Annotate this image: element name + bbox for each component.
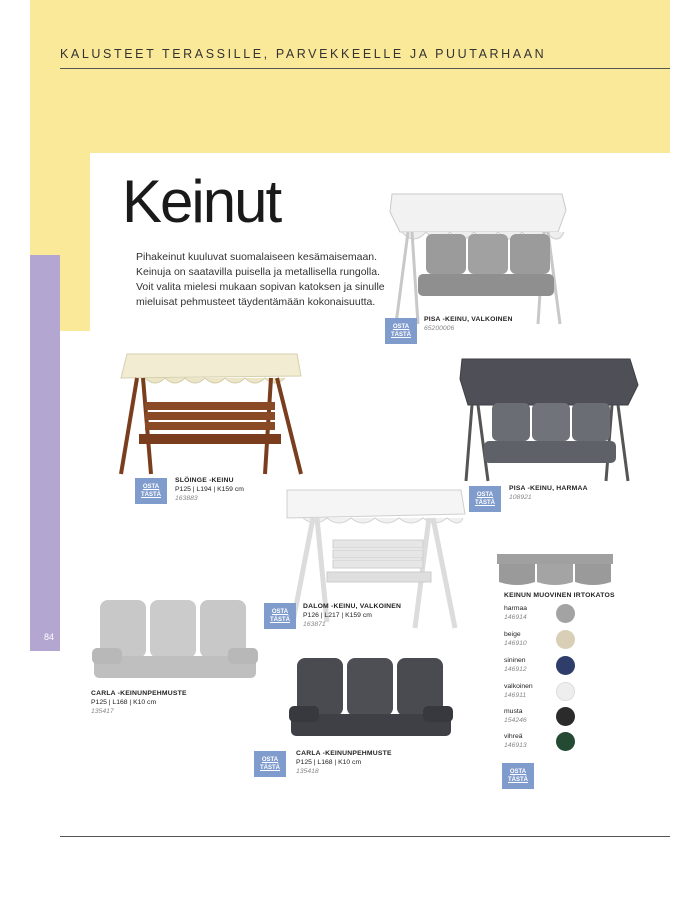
sloinge-swing-image xyxy=(115,350,305,478)
swatch-beige[interactable] xyxy=(556,630,575,649)
buy-button-pisa-white[interactable] xyxy=(385,318,417,344)
canopy-variant xyxy=(504,656,527,674)
buy-button-label: TÄSTÄ xyxy=(141,492,161,498)
product-name: SLÖINGE -KEINU xyxy=(175,477,234,484)
product-sloinge xyxy=(175,476,244,503)
pisa-white-swing-image xyxy=(388,190,568,328)
variant-name: beige xyxy=(504,631,521,638)
product-code: 65200006 xyxy=(424,325,455,332)
buy-button-label: OSTA xyxy=(392,324,410,330)
buy-button-canopy[interactable] xyxy=(502,763,534,789)
swatch-black[interactable] xyxy=(556,707,575,726)
product-dimensions: P125 | L168 | K10 cm xyxy=(91,699,157,706)
buy-button-label: OSTA xyxy=(261,757,279,763)
buy-button-dalom[interactable] xyxy=(264,603,296,629)
swatch-white[interactable] xyxy=(556,682,575,701)
product-name: PISA -KEINU, HARMAA xyxy=(509,485,588,492)
variant-name: musta xyxy=(504,708,523,715)
variant-code: 146911 xyxy=(504,692,527,699)
product-pisa-grey xyxy=(509,484,588,502)
page-title: Keinut xyxy=(122,168,281,235)
product-code: 135418 xyxy=(296,768,319,775)
variant-code: 146913 xyxy=(504,742,527,749)
canopy-variant xyxy=(504,707,527,725)
variant-name: valkoinen xyxy=(504,683,533,690)
variant-code: 146912 xyxy=(504,666,527,673)
intro-paragraph: Pihakeinut kuuluvat suomalaiseen kesämaisemaan. Keinuja on saatavilla puisella ja metallisella rungolla. Voit valita mielesi mukaan sopivan katoksen ja sinulle mieluisat pehmusteet täydentämään kokonaisuutta. xyxy=(136,251,385,308)
product-name: CARLA -KEINUNPEHMUSTE xyxy=(296,750,392,757)
canopy-variant xyxy=(504,682,533,700)
buy-button-label: TÄSTÄ xyxy=(270,617,290,623)
buy-button-sloinge[interactable] xyxy=(135,478,167,504)
page-number: 84 xyxy=(44,632,55,642)
product-dimensions: P125 | L194 | K159 cm xyxy=(175,486,244,493)
swatch-grey[interactable] xyxy=(556,604,575,623)
buy-button-label: TÄSTÄ xyxy=(260,765,280,771)
product-carla-light xyxy=(91,689,187,716)
product-code: 108921 xyxy=(509,494,532,501)
canopy-variant xyxy=(504,604,527,622)
variant-code: 146910 xyxy=(504,640,527,647)
canopy-title xyxy=(504,591,615,600)
product-dalom xyxy=(303,602,401,629)
header-rule xyxy=(60,68,670,69)
product-code: 163871 xyxy=(303,621,326,628)
section-title: KALUSTEET TERASSILLE, PARVEKKEELLE JA PUUTARHAAN xyxy=(60,47,547,61)
pisa-grey-swing-image xyxy=(458,355,640,485)
variant-name: vihreä xyxy=(504,733,523,740)
canopy-image xyxy=(497,552,615,586)
product-pisa-white xyxy=(424,315,513,333)
product-code: 135417 xyxy=(91,708,114,715)
swatch-green[interactable] xyxy=(556,732,575,751)
purple-side-band xyxy=(30,255,60,651)
carla-dark-cushion-image xyxy=(287,656,455,742)
canopy-variant xyxy=(504,732,527,750)
buy-button-label: OSTA xyxy=(271,609,289,615)
variant-code: 154246 xyxy=(504,717,527,724)
buy-button-carla-dark[interactable] xyxy=(254,751,286,777)
buy-button-label: OSTA xyxy=(476,492,494,498)
product-name: PISA -KEINU, VALKOINEN xyxy=(424,316,513,323)
variant-code: 146914 xyxy=(504,614,527,621)
buy-button-label: OSTA xyxy=(509,769,527,775)
product-dimensions: P125 | L168 | K10 cm xyxy=(296,759,362,766)
buy-button-pisa-grey[interactable] xyxy=(469,486,501,512)
yellow-header-band xyxy=(30,0,670,153)
footer-rule xyxy=(60,836,670,837)
buy-button-label: OSTA xyxy=(142,484,160,490)
carla-light-cushion-image xyxy=(90,598,260,684)
buy-button-label: TÄSTÄ xyxy=(475,500,495,506)
swatch-blue[interactable] xyxy=(556,656,575,675)
product-name: DALOM -KEINU, VALKOINEN xyxy=(303,603,402,610)
buy-button-label: TÄSTÄ xyxy=(391,332,411,338)
product-carla-dark xyxy=(296,749,392,776)
product-dimensions: P126 | L217 | K159 cm xyxy=(303,612,372,619)
variant-name: sininen xyxy=(504,657,526,664)
variant-name: harmaa xyxy=(504,605,528,612)
buy-button-label: TÄSTÄ xyxy=(508,777,528,783)
product-code: 163883 xyxy=(175,495,198,502)
canopy-title-text: KEINUN MUOVINEN IRTOKATOS xyxy=(504,592,615,599)
canopy-variant xyxy=(504,630,527,648)
product-name: CARLA -KEINUNPEHMUSTE xyxy=(91,690,187,697)
